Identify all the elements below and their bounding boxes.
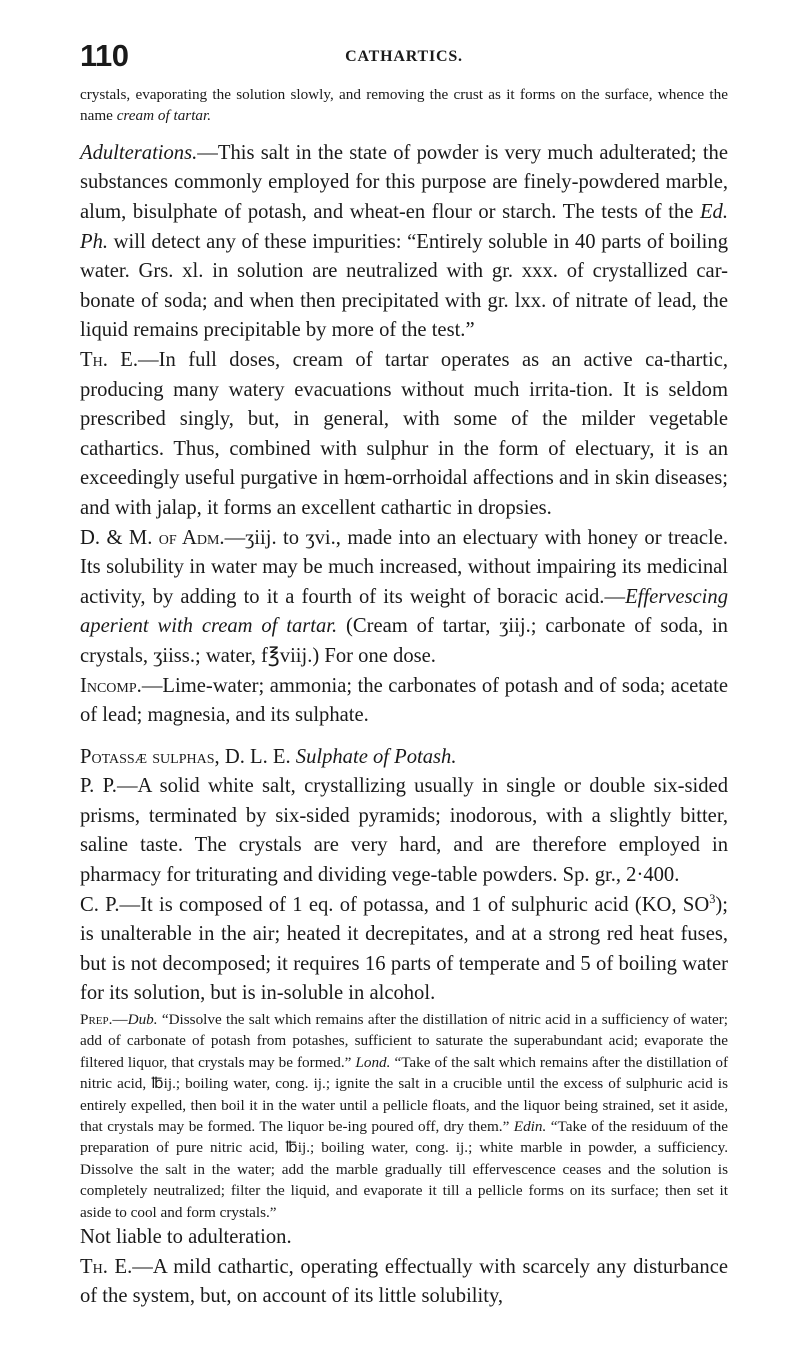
section-label: Prep. [80, 1011, 113, 1029]
paragraph-adulterations: Adulterations.—This salt in the state of powder is very much adulterated; the substances commonly employed for this purpose are finely-powdered marble, alum, bisulphate of potash, and wheat-en flour or starch. The tests of the Ed. Ph. will detect any of these impurities: “Entirely soluble in 40 parts of boiling water. Grs. xl. in solution are neutralized with gr. xxx. of crystallized car-bonate of soda; and when then precipitated with gr. lxx. of nitrate of lead, the liquid remains precipitable by more of the test.” [80, 141, 729, 342]
section-label: Th. E. [80, 1255, 133, 1278]
section-label: D. & M. of Adm. [80, 526, 225, 549]
paragraph-no-adulteration: Not liable to adulteration. [80, 1226, 292, 1249]
section-label: C. P. [80, 893, 120, 916]
section-label: Incomp. [80, 674, 142, 697]
paragraph-crystals: crystals, evaporating the solution slowly, and removing the crust as it forms on the surface, whence the name cream of tartar. [80, 86, 728, 125]
section-label: P. P. [80, 775, 117, 798]
page-title: CATHARTICS. [345, 48, 463, 65]
section-label: Th. E. [80, 348, 139, 371]
paragraph-dose: D. & M. of Adm.—ʒiij. to ʒvi., made into an electuary with honey or treacle. Its solubility in water may be much increased, without impairing its medicinal activity, by adding to it a fourth of its weight of boracic acid.—Effervescing aperient with cream of tartar. (Cream of tartar, ʒiij.; carbonate of soda, in crystals, ʒiiss.; water, f℥viij.) For one dose. [80, 526, 729, 667]
paragraph-therapeutic-effects: Th. E.—In full doses, cream of tartar operates as an active ca-thartic, producing many watery evacuations without much irrita-tion. It is seldom prescribed singly, but, in general, with some of the milder vegetable cathartics. Thus, combined with sulphur in the form of electuary, it is an exceedingly useful purgative in hœm-orrhoidal affections and in skin diseases; and with jalap, it forms an excellent cathartic in dropsies. [80, 348, 728, 519]
entry-title: Potassæ sulphas, [80, 745, 220, 768]
paragraph-chemical-properties: C. P.—It is composed of 1 eq. of potassa, and 1 of sulphuric acid (KO, $SO^3$); is unalterable in the air; heated it decrepitates, and at a strong red heat fuses, but is not decomposed; it requires 16 parts of temperate and 5 of boiling water for its solution, but is in-soluble in alcohol. [80, 891, 728, 1005]
running-head [80, 0, 728, 73]
section-label: Adulterations. [80, 141, 198, 164]
paragraph-preparation: Prep.—Dub. “Dissolve the salt which remains after the distillation of nitric acid in a sufficiency of water; add of carbonate of potash from potashes, sufficient to saturate the superabundant acid; evaporate the filtered liquor, that crystals may be formed.” Lond. “Take of the salt which remains after the distillation of nitric acid, ℔ij.; boiling water, cong. ij.; ignite the salt in a crucible until the excess of sulphuric acid is entirely expelled, then boil it in the water until a pellicle floats, and the liquor being strained, set it aside, that crystals may be formed. The liquor be-ing poured off, dry them.” Edin. “Take of the residuum of the preparation of pure nitric acid, ℔ij.; boiling water, cong. ij.; white marble in powder, a sufficiency. Dissolve the salt in the water; add the marble gradually till effervescence ceases and the solution is completely neutralized; filter the liquid, and evaporate it till a pellicle forms on its surface; then set it aside to cool and form crystals.” [80, 1011, 729, 1221]
paragraph-physical-properties: P. P.—A solid white salt, crystallizing usually in single or double six-sided prisms, terminated by six-sided pyramids; inodorous, with a slightly bitter, saline taste. The crystals are very hard, and are therefore employed in pharmacy for triturating and dividing vege-table powders. Sp. gr., 2·400. [80, 775, 728, 887]
paragraph-therapeutic-effects-2: Th. E.—A mild cathartic, operating effectually with scarcely any disturbance of the system, but, on account of its little solubility, [80, 1255, 728, 1308]
entry-heading-potassae-sulphas: Potassæ sulphas, D. L. E. Sulphate of Potash. [80, 745, 457, 768]
paragraph-incompatibles: Incomp.—Lime-water; ammonia; the carbonates of potash and of soda; acetate of lead; magnesia, and its sulphate. [80, 674, 728, 727]
page-number: 110 [80, 38, 129, 73]
